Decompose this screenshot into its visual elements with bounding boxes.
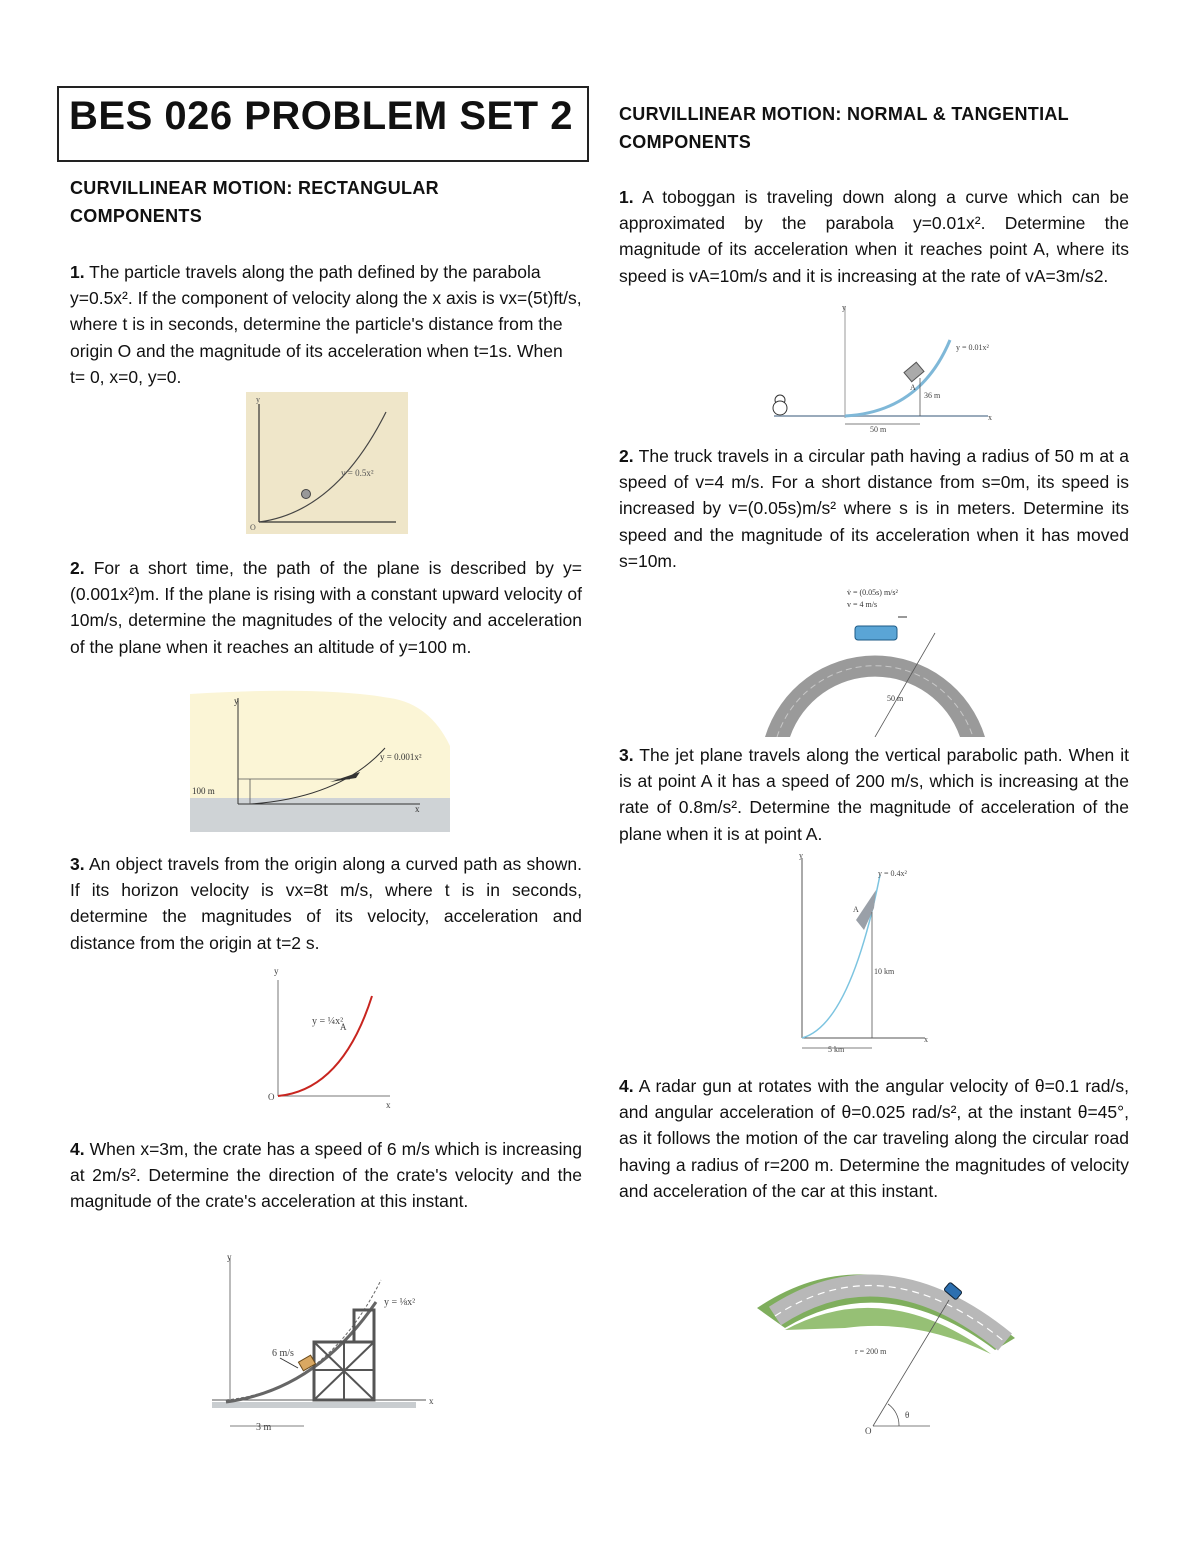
curve-label: y = ¼x² (312, 1016, 344, 1027)
point-a-label: A (853, 905, 859, 914)
problem-right-1 (619, 184, 1129, 289)
y-axis-label: y (227, 1252, 232, 1262)
problem-number: 4. (619, 1076, 634, 1096)
dx-label: 50 m (870, 425, 887, 434)
angle-arc (888, 1404, 899, 1426)
dx-label: 5 km (828, 1045, 845, 1054)
origin-label: O (250, 523, 256, 532)
y-axis-label: y (799, 851, 803, 860)
curve-label: y = 0.001x² (380, 752, 422, 762)
particle (302, 490, 311, 499)
radius-label: 50 m (887, 694, 904, 703)
altitude-label: 100 m (192, 786, 215, 796)
circular-road (765, 656, 985, 737)
problem-left-1 (70, 259, 582, 390)
dy-label: 36 m (924, 391, 941, 400)
ground (190, 798, 450, 832)
left-section-heading: CURVILLINEAR MOTION: RECTANGULAR COMPONENTS (70, 178, 439, 226)
problem-text: When x=3m, the crate has a speed of 6 m/s which is increasing at 2m/s². Determine the direction of the crate's velocity and the magnitude of the crate's acceleration at this instant. (70, 1139, 582, 1212)
problem-number: 2. (619, 446, 634, 466)
theta-label: θ (905, 1410, 910, 1420)
y-axis-label: y (842, 303, 846, 312)
problem-number: 1. (619, 187, 634, 207)
x-axis-label: x (429, 1396, 434, 1406)
problem-number: 4. (70, 1139, 85, 1159)
ground (212, 1402, 416, 1408)
figure-left-4 (206, 1250, 446, 1440)
problem-left-4 (70, 1136, 582, 1215)
problem-right-3 (619, 742, 1129, 847)
problem-text: The truck travels in a circular path having a radius of 50 m at a speed of v=4 m/s. For a short distance from s=0m, its speed is increased by v=(0.05s)m/s² where s is in meters. Determine its speed and the magnitude of its acceleration when it has moved s=10m. (619, 446, 1129, 571)
velocity-arrow (280, 1358, 298, 1368)
radius-label: r = 200 m (855, 1347, 887, 1356)
right-section-heading: CURVILLINEAR MOTION: NORMAL & TANGENTIAL COMPONENTS (619, 104, 1069, 152)
problem-text: For a short time, the path of the plane is described by y=(0.001x²)m. If the plane is rising with a constant upward velocity of 10m/s, determine the magnitudes of the velocity and acceleration of the plane when it reaches an altitude of y=100 m. (70, 558, 582, 657)
truss-braces (314, 1342, 374, 1400)
problem-text: The particle travels along the path defined by the parabola y=0.5x². If the component of velocity along the x axis is vx=(5t)ft/s, where t is in seconds, determine the particle's distance from the origin O and the magnitude of its acceleration when t=1s. When t= 0, x=0, y=0. (70, 262, 582, 387)
origin-label: O (268, 1092, 275, 1102)
figure-left-2 (190, 686, 450, 832)
x-axis-label: x (988, 413, 992, 422)
problem-number: 3. (70, 854, 85, 874)
figure-right-1 (760, 300, 1000, 436)
toboggan (904, 362, 924, 381)
problem-text: A toboggan is traveling down along a curve which can be approximated by the parabola y=0.01x². Determine the magnitude of its acceleration when it reaches point A, where its speed is vA=10m/s and it is increasing at the rate of vA=3m/s2. (619, 187, 1129, 286)
curve-label: y = ⅛x² (384, 1297, 416, 1308)
snowman-body (773, 401, 787, 415)
x-axis-label: x (924, 1035, 928, 1044)
page-title: BES 026 PROBLEM SET 2 (69, 94, 573, 138)
y-axis-label: y (274, 966, 279, 976)
dy-label: 10 km (874, 967, 895, 976)
toboggan-slope (845, 340, 950, 416)
dimension-label: 3 m (256, 1422, 272, 1433)
curve-path (226, 1280, 381, 1400)
accel-label: v̇ = (0.05s) m/s² (847, 588, 898, 597)
figure-background (246, 392, 408, 534)
figure-right-2 (755, 585, 995, 737)
x-axis-label: x (415, 804, 420, 814)
figure-left-3 (262, 962, 398, 1110)
y-axis-label: y (256, 395, 260, 404)
x-axis-label: x (386, 1100, 391, 1110)
problem-right-2 (619, 443, 1129, 574)
origin-label: O (865, 1426, 872, 1436)
curved-path (278, 996, 372, 1096)
problem-right-4 (619, 1073, 1129, 1204)
figure-right-4 (755, 1258, 1045, 1436)
title-box (57, 86, 589, 162)
figure-right-3 (790, 850, 965, 1055)
truck (855, 626, 897, 640)
problem-text: The jet plane travels along the vertical parabolic path. When it is at point A it has a speed of 200 m/s, which is increasing at the rate of 0.8m/s². Determine the magnitude of acceleration of the plane when it is at point A. (619, 745, 1130, 844)
problem-left-2 (70, 555, 582, 660)
curve-label: y = 0.5x² (341, 468, 374, 478)
point-a-label: A (910, 383, 916, 392)
problem-text: An object travels from the origin along a curved path as shown. If its horizon velocity is vx=8t m/s, where t is in seconds, determine the magnitudes of its velocity, acceleration and distance from the origin at t=2 s. (70, 854, 582, 953)
problem-number: 3. (619, 745, 634, 765)
speed-label: v = 4 m/s (847, 600, 878, 609)
point-a-label: A (340, 1022, 347, 1032)
problem-text: A radar gun at rotates with the angular velocity of θ=0.1 rad/s, and angular acceleration of θ=0.025 rad/s², at the instant θ=45°, as it follows the motion of the car traveling along the circular road having a radius of r=200 m. Determine the magnitudes of velocity and acceleration of the car at this instant. (619, 1076, 1129, 1201)
parabolic-path (802, 875, 880, 1038)
speed-label: 6 m/s (272, 1348, 294, 1359)
figure-left-1 (246, 392, 408, 534)
problem-number: 1. (70, 262, 85, 282)
jet-plane (856, 890, 876, 930)
y-axis-label: y (234, 696, 239, 706)
problem-number: 2. (70, 558, 85, 578)
curve-label: y = 0.01x² (956, 343, 989, 352)
curve-label: y = 0.4x² (878, 869, 907, 878)
problem-left-3 (70, 851, 582, 956)
